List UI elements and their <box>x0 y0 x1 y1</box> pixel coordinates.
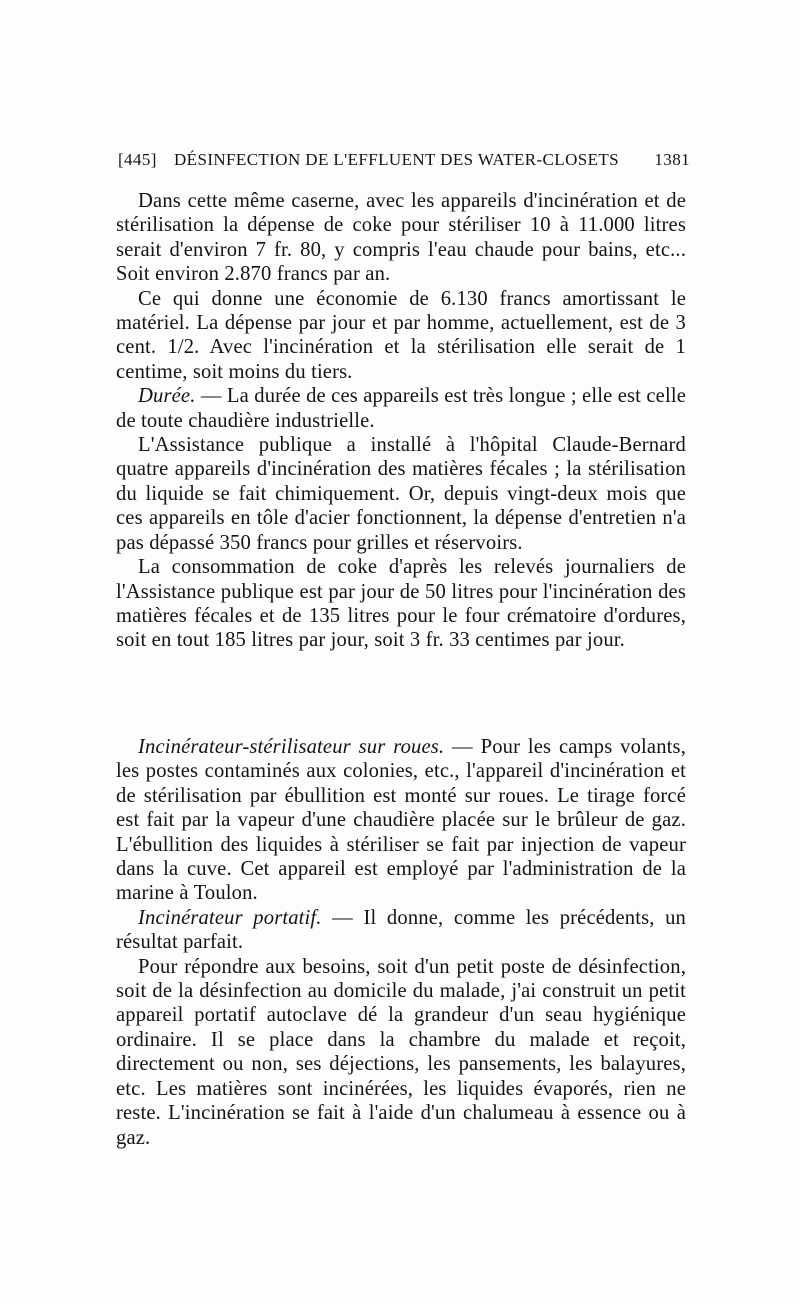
paragraph-economie: Ce qui donne une économie de 6.130 francs amortissant le matériel. La dépense par jour et par homme, actuellement, est de 3 cent. 1/2. Avec l'incinération et la stérilisation elle serait de 1 centime, soit moins du tiers. <box>116 287 686 383</box>
section-reference: [445] <box>118 150 157 169</box>
incinerateur-roues-heading: Incinérateur-stérilisateur sur roues. <box>138 736 445 758</box>
paragraph-caserne: Dans cette même caserne, avec les appareils d'incinération et de stérilisation la dépense de coke pour stériliser 10 à 11.000 litres serait d'environ 7 fr. 80, y compris l'eau chaude pour bains, etc... Soit environ 2.870 francs par an. <box>116 190 686 286</box>
running-header <box>118 150 690 178</box>
incinerateur-portatif-heading: Incinérateur portatif. <box>138 906 322 929</box>
duree-text: — La durée de ces appareils est très longue ; elle est celle de toute chaudière industrielle. <box>116 385 686 432</box>
paragraph-duree <box>116 384 686 433</box>
duree-heading: Durée. <box>138 385 196 408</box>
text-block-lower <box>116 735 686 1150</box>
text-block-upper <box>116 189 686 653</box>
paragraph-besoins: Pour répondre aux besoins, soit d'un petit poste de désinfection, soit de la désinfection au domicile du malade, j'ai construit un petit appareil portatif autoclave dé la grandeur d'un seau hygiénique ordinaire. Il se place dans la chambre du malade et reçoit, directement ou non, ses déjections, les pansements, les balayures, etc. Les matières sont incinérées, les liquides évaporés, rien ne reste. L'incinération se fait à l'aide d'un chalumeau à essence ou à gaz. <box>116 955 686 1149</box>
paragraph-incinerateur-portatif <box>116 906 686 955</box>
page-number: 1381 <box>654 150 690 169</box>
paragraph-assistance-publique: L'Assistance publique a installé à l'hôpital Claude-Bernard quatre appareils d'incinération des matières fécales ; la stérilisation du liquide se fait chimiquement. Or, depuis vingt-deux mois que ces appareils en tôle d'acier fonctionnent, la dépense d'entretien n'a pas dépassé 350 francs pour grilles et réservoirs. <box>116 434 686 554</box>
running-title: DÉSINFECTION DE L'EFFLUENT DES WATER-CLOSETS <box>174 150 620 169</box>
incinerateur-portatif-text: — Il donne, comme les précédents, un résultat parfait. <box>116 906 687 954</box>
paragraph-incinerateur-roues <box>116 735 686 906</box>
paragraph-consommation: La consommation de coke d'après les relevés journaliers de l'Assistance publique est par jour de 50 litres pour l'incinération des matières fécales et de 135 litres pour le four crématoire d'ordures, soit en tout 185 litres par jour, soit 3 fr. 33 centimes par jour. <box>116 556 686 652</box>
incinerateur-roues-text: — Pour les camps volants, les postes contaminés aux colonies, etc., l'appareil d'incinération et de stérilisation par ébullition est monté sur roues. Le tirage forcé est fait par la vapeur d'une chaudière placée sur le brûleur de gaz. L'ébullition des liquides à stériliser se fait par injection de vapeur dans la cuve. Cet appareil est employé par l'administration de la marine à Toulon. <box>116 736 687 905</box>
